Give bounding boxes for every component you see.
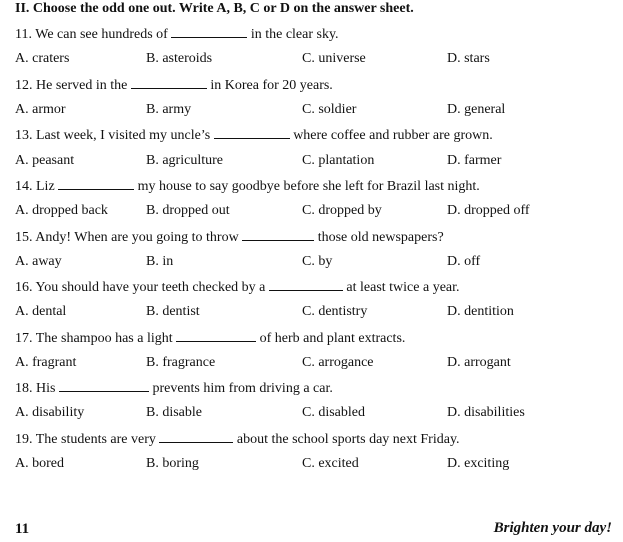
question-text-before: 19. The students are very [15,432,160,447]
question-text-after: my house to say goodbye before she left for Brazil last night. [134,179,480,194]
option-d: D. dropped off [447,203,530,218]
section-heading: II. Choose the odd one out. Write A, B, C or D on the answer sheet. [15,1,414,16]
option-b: B. dropped out [146,203,230,218]
question-text-after: of herb and plant extracts. [256,331,406,346]
option-a: A. dental [15,304,67,319]
question-text-before: 11. We can see hundreds of [15,27,172,42]
footer-slogan: Brighten your day! [493,520,612,536]
question-text-after: where coffee and rubber are grown. [289,128,493,143]
option-b: B. boring [146,456,199,471]
question-16 [15,279,460,296]
answer-blank [171,26,247,38]
option-b: B. in [146,254,174,269]
option-a: A. armor [15,102,66,117]
question-12 [15,77,333,94]
question-text-before: 18. His [15,381,59,396]
answer-blank [58,178,134,190]
question-19 [15,431,460,448]
option-b: B. army [146,102,192,117]
option-a: A. away [15,254,62,269]
option-a: A. disability [15,405,85,420]
answer-blank [159,431,233,443]
option-a: A. craters [15,51,70,66]
answer-blank [269,279,343,291]
option-a: A. peasant [15,153,75,168]
question-text-before: 16. You should have your teeth checked by a [15,280,269,295]
question-text-before: 15. Andy! When are you going to throw [15,230,243,245]
question-13 [15,127,493,144]
answer-blank [176,330,256,342]
option-d: D. disabilities [447,405,525,420]
option-c: C. universe [302,51,366,66]
option-b: B. dentist [146,304,200,319]
option-c: C. disabled [302,405,365,420]
question-15 [15,229,444,246]
option-d: D. arrogant [447,355,511,370]
option-d: D. exciting [447,456,510,471]
option-c: C. plantation [302,153,375,168]
option-b: B. fragrance [146,355,216,370]
option-d: D. dentition [447,304,514,319]
question-11 [15,26,339,43]
answer-blank [59,380,149,392]
page-number: 11 [15,521,30,537]
answer-blank [131,77,207,89]
option-d: D. farmer [447,153,502,168]
option-a: A. bored [15,456,64,471]
question-text-after: prevents him from driving a car. [148,381,333,396]
option-c: C. soldier [302,102,357,117]
question-text-after: those old newspapers? [314,230,444,245]
option-b: B. disable [146,405,202,420]
question-text-before: 13. Last week, I visited my uncle’s [15,128,214,143]
question-17 [15,330,405,347]
option-c: C. excited [302,456,359,471]
option-a: A. fragrant [15,355,77,370]
question-text-before: 17. The shampoo has a light [15,331,177,346]
option-d: D. general [447,102,506,117]
question-text-before: 14. Liz [15,179,59,194]
option-c: C. dropped by [302,203,382,218]
question-text-after: at least twice a year. [342,280,460,295]
option-c: C. dentistry [302,304,368,319]
answer-blank [214,127,290,139]
option-b: B. agriculture [146,153,223,168]
question-text-after: in the clear sky. [247,27,339,42]
option-b: B. asteroids [146,51,213,66]
question-text-before: 12. He served in the [15,78,131,93]
question-text-after: in Korea for 20 years. [206,78,333,93]
answer-blank [242,229,314,241]
option-c: C. by [302,254,333,269]
question-14 [15,178,480,195]
option-d: D. off [447,254,481,269]
question-18 [15,380,333,397]
question-text-after: about the school sports day next Friday. [233,432,460,447]
option-c: C. arrogance [302,355,374,370]
option-a: A. dropped back [15,203,108,218]
option-d: D. stars [447,51,490,66]
